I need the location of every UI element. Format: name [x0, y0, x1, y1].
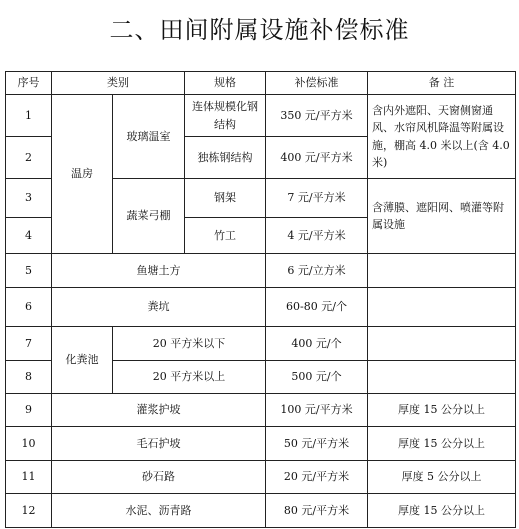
note-cell: [368, 327, 516, 361]
category-cell: 砂石路: [52, 461, 266, 494]
row-no: 9: [6, 394, 52, 427]
note-cell: 厚度 5 公分以上: [368, 461, 516, 494]
rate-cell: 400 元/个: [266, 327, 368, 361]
category-cell: 水泥、沥青路: [52, 494, 266, 528]
note-cell: [368, 254, 516, 288]
row-no: 7: [6, 327, 52, 361]
row-no: 6: [6, 288, 52, 327]
table-row: [6, 461, 516, 494]
note-cell: 厚度 15 公分以上: [368, 494, 516, 528]
table-header-row: [6, 72, 516, 95]
rate-cell: 60-80 元/个: [266, 288, 368, 327]
header-category: 类别: [52, 72, 185, 95]
spec-cell: 20 平方米以上: [113, 361, 266, 394]
rate-cell: 80 元/平方米: [266, 494, 368, 528]
row-no: 8: [6, 361, 52, 394]
header-rate: 补偿标准: [266, 72, 368, 95]
row-no: 5: [6, 254, 52, 288]
compensation-table: [5, 71, 516, 528]
rate-cell: 350 元/平方米: [266, 95, 368, 137]
header-spec: 规格: [185, 72, 266, 95]
note-cell: 含内外遮阳、天窗侧窗通风、水帘风机降温等附属设施，棚高 4.0 米以上(含 4.0 米): [368, 95, 516, 179]
note-cell: [368, 288, 516, 327]
rate-cell: 50 元/平方米: [266, 427, 368, 461]
note-cell: 厚度 15 公分以上: [368, 427, 516, 461]
category-cell: 温房: [52, 95, 113, 254]
table-row: [6, 95, 516, 137]
category-cell: 灌浆护坡: [52, 394, 266, 427]
table-row: [6, 494, 516, 528]
spec-cell: 20 平方米以下: [113, 327, 266, 361]
rate-cell: 20 元/平方米: [266, 461, 368, 494]
subcategory-cell: 蔬菜弓棚: [113, 179, 185, 254]
spec-cell: 独栋钢结构: [185, 137, 266, 179]
row-no: 3: [6, 179, 52, 218]
spec-cell: 竹工: [185, 218, 266, 254]
spec-cell: 连体规模化钢结构: [185, 95, 266, 137]
rate-cell: 7 元/平方米: [266, 179, 368, 218]
rate-cell: 400 元/平方米: [266, 137, 368, 179]
spec-cell: 钢架: [185, 179, 266, 218]
table-row: [6, 288, 516, 327]
table-row: [6, 254, 516, 288]
rate-cell: 100 元/平方米: [266, 394, 368, 427]
row-no: 4: [6, 218, 52, 254]
rate-cell: 4 元/平方米: [266, 218, 368, 254]
table-row: [6, 327, 516, 361]
category-cell: 鱼塘土方: [52, 254, 266, 288]
note-cell: 厚度 15 公分以上: [368, 394, 516, 427]
row-no: 1: [6, 95, 52, 137]
table-row: [6, 394, 516, 427]
category-cell: 粪坑: [52, 288, 266, 327]
row-no: 12: [6, 494, 52, 528]
rate-cell: 500 元/个: [266, 361, 368, 394]
row-no: 2: [6, 137, 52, 179]
header-no: 序号: [6, 72, 52, 95]
page-title: 二、田间附属设施补偿标准: [109, 16, 410, 44]
subcategory-cell: 玻璃温室: [113, 95, 185, 179]
table-row: [6, 427, 516, 461]
header-note: 备 注: [368, 72, 516, 95]
category-cell: 化粪池: [52, 327, 113, 394]
row-no: 11: [6, 461, 52, 494]
row-no: 10: [6, 427, 52, 461]
category-cell: 毛石护坡: [52, 427, 266, 461]
rate-cell: 6 元/立方米: [266, 254, 368, 288]
note-cell: [368, 361, 516, 394]
note-cell: 含薄膜、遮阳网、喷灌等附属设施: [368, 179, 516, 254]
